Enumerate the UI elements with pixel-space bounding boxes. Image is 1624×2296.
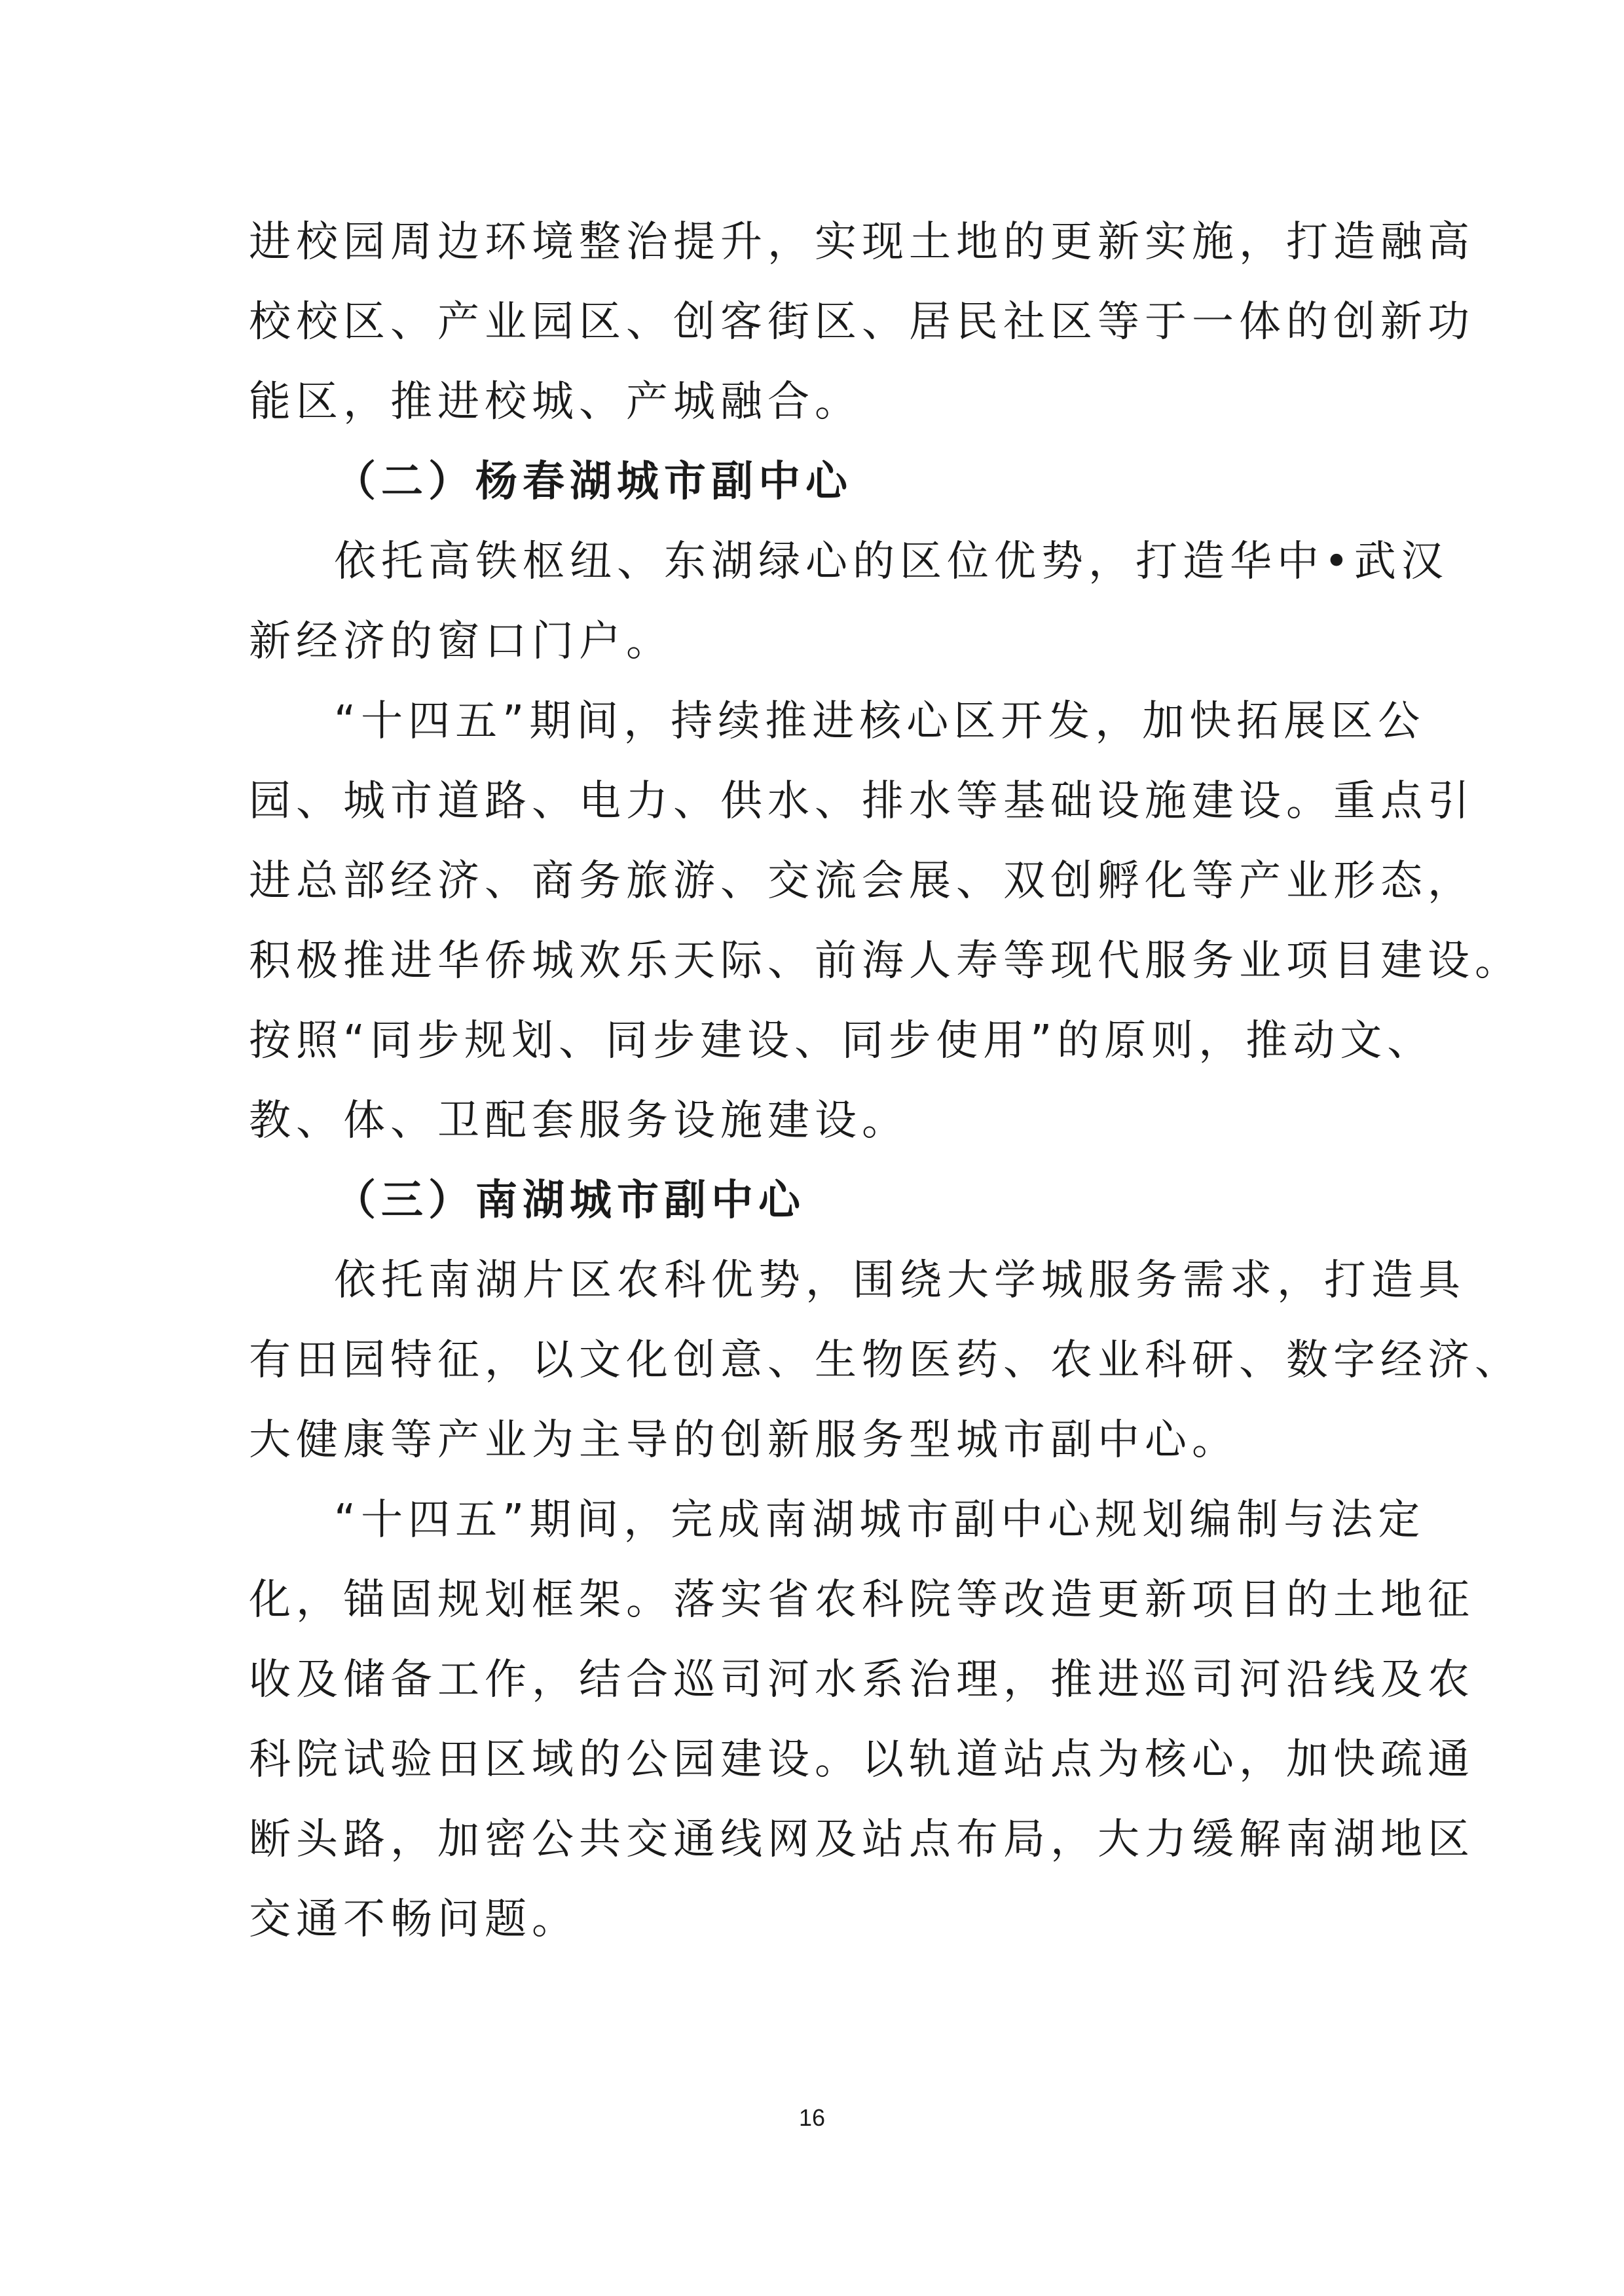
paragraph-line: 化，锚固规划框架。落实省农科院等改造更新项目的土地征 — [249, 1576, 1475, 1624]
paragraph-line: 能区，推进校城、产城融合。 — [249, 378, 862, 426]
paragraph-line: 科院试验田区域的公园建设。以轨道站点为核心，加快疏通 — [249, 1736, 1475, 1784]
paragraph-line: 交通不畅问题。 — [249, 1895, 579, 1944]
paragraph-line: 新经济的窗口门户。 — [249, 617, 673, 666]
paragraph-line: 依托高铁枢纽、东湖绿心的区位优势，打造华中•武汉 — [334, 538, 1449, 586]
paragraph-line: 收及储备工作，结合巡司河水系治理，推进巡司河沿线及农 — [249, 1656, 1475, 1704]
paragraph-line: 教、体、卫配套服务设施建设。 — [249, 1097, 909, 1145]
paragraph-line: 进总部经济、商务旅游、交流会展、双创孵化等产业形态， — [249, 857, 1475, 905]
paragraph-line: 园、城市道路、电力、供水、排水等基础设施建设。重点引 — [249, 777, 1475, 826]
paragraph-line: 校校区、产业园区、创客街区、居民社区等于一体的创新功 — [249, 298, 1475, 346]
paragraph-line: “十四五”期间，完成南湖城市副中心规划编制与法定 — [334, 1496, 1426, 1544]
paragraph-line: 按照“同步规划、同步建设、同步使用”的原则，推动文、 — [249, 1017, 1435, 1065]
paragraph-line: 积极推进华侨城欢乐天际、前海人寿等现代服务业项目建设。 — [249, 937, 1522, 985]
paragraph-line: 依托南湖片区农科优势，围绕大学城服务需求，打造具 — [334, 1256, 1466, 1305]
section-heading: （二）杨春湖城市副中心 — [334, 458, 853, 506]
paragraph-line: 断头路，加密公共交通线网及站点布局，大力缓解南湖地区 — [249, 1815, 1475, 1864]
page-number: 16 — [798, 2104, 826, 2131]
paragraph-line: 大健康等产业为主导的创新服务型城市副中心。 — [249, 1416, 1239, 1465]
section-heading: （三）南湖城市副中心 — [334, 1176, 805, 1225]
paragraph-line: “十四五”期间，持续推进核心区开发，加快拓展区公 — [334, 697, 1426, 746]
paragraph-line: 进校园周边环境整治提升，实现土地的更新实施，打造融高 — [249, 218, 1475, 266]
paragraph-line: 有田园特征，以文化创意、生物医药、农业科研、数字经济、 — [249, 1336, 1522, 1385]
